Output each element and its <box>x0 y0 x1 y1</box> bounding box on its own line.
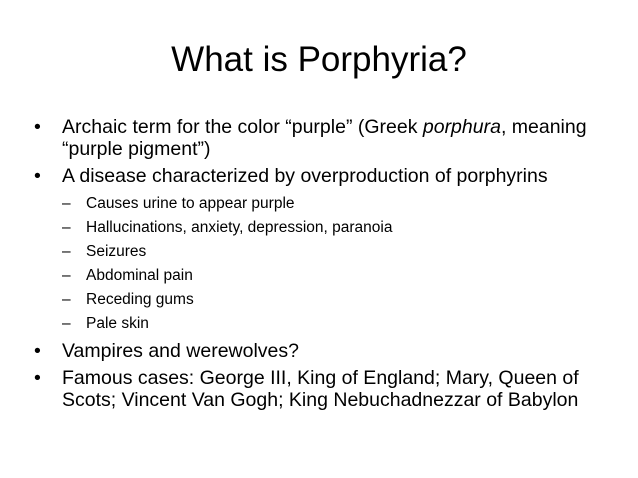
sub-item <box>62 216 604 240</box>
bullet-text: Famous cases: George III, King of England; Mary, Queen of Scots; Vincent Van Gogh; King Nebuchadnezzar of Babylon <box>62 367 579 411</box>
bullet-text-after: , meaning “purple pigment”) <box>62 116 587 160</box>
sub-marker: – <box>62 219 71 236</box>
slide-title: What is Porphyria? <box>171 40 467 79</box>
sub-item-text: Abdominal pain <box>86 267 193 284</box>
sub-marker: – <box>62 195 71 212</box>
bullet-text: Vampires and werewolves? <box>62 340 299 362</box>
bullet-marker: • <box>34 367 41 389</box>
sub-item <box>62 288 604 312</box>
bullet-archaic-term <box>34 116 604 160</box>
sub-marker: – <box>62 267 71 284</box>
sub-item <box>62 312 604 336</box>
sub-item-text: Pale skin <box>86 315 149 332</box>
sub-item <box>62 240 604 264</box>
sub-item-text: Causes urine to appear purple <box>86 195 295 212</box>
sub-marker: – <box>62 315 71 332</box>
bullet-text-before: Archaic term for the color “purple” (Greek <box>62 116 423 138</box>
symptom-list <box>62 192 604 336</box>
bullet-marker: • <box>34 165 41 187</box>
sub-marker: – <box>62 243 71 260</box>
bullet-marker: • <box>34 340 41 362</box>
sub-item-text: Receding gums <box>86 291 194 308</box>
bullet-text: A disease characterized by overproduction of porphyrins <box>62 165 548 187</box>
sub-item <box>62 192 604 216</box>
sub-item-text: Hallucinations, anxiety, depression, paranoia <box>86 219 393 236</box>
bullet-list <box>34 116 604 416</box>
bullet-famous-cases <box>34 367 604 411</box>
bullet-disease <box>34 165 604 187</box>
sub-marker: – <box>62 291 71 308</box>
bullet-marker: • <box>34 116 41 138</box>
sub-item-text: Seizures <box>86 243 147 260</box>
sub-item <box>62 264 604 288</box>
bullet-vampires <box>34 340 604 362</box>
bullet-text-italic: porphura <box>422 116 501 138</box>
